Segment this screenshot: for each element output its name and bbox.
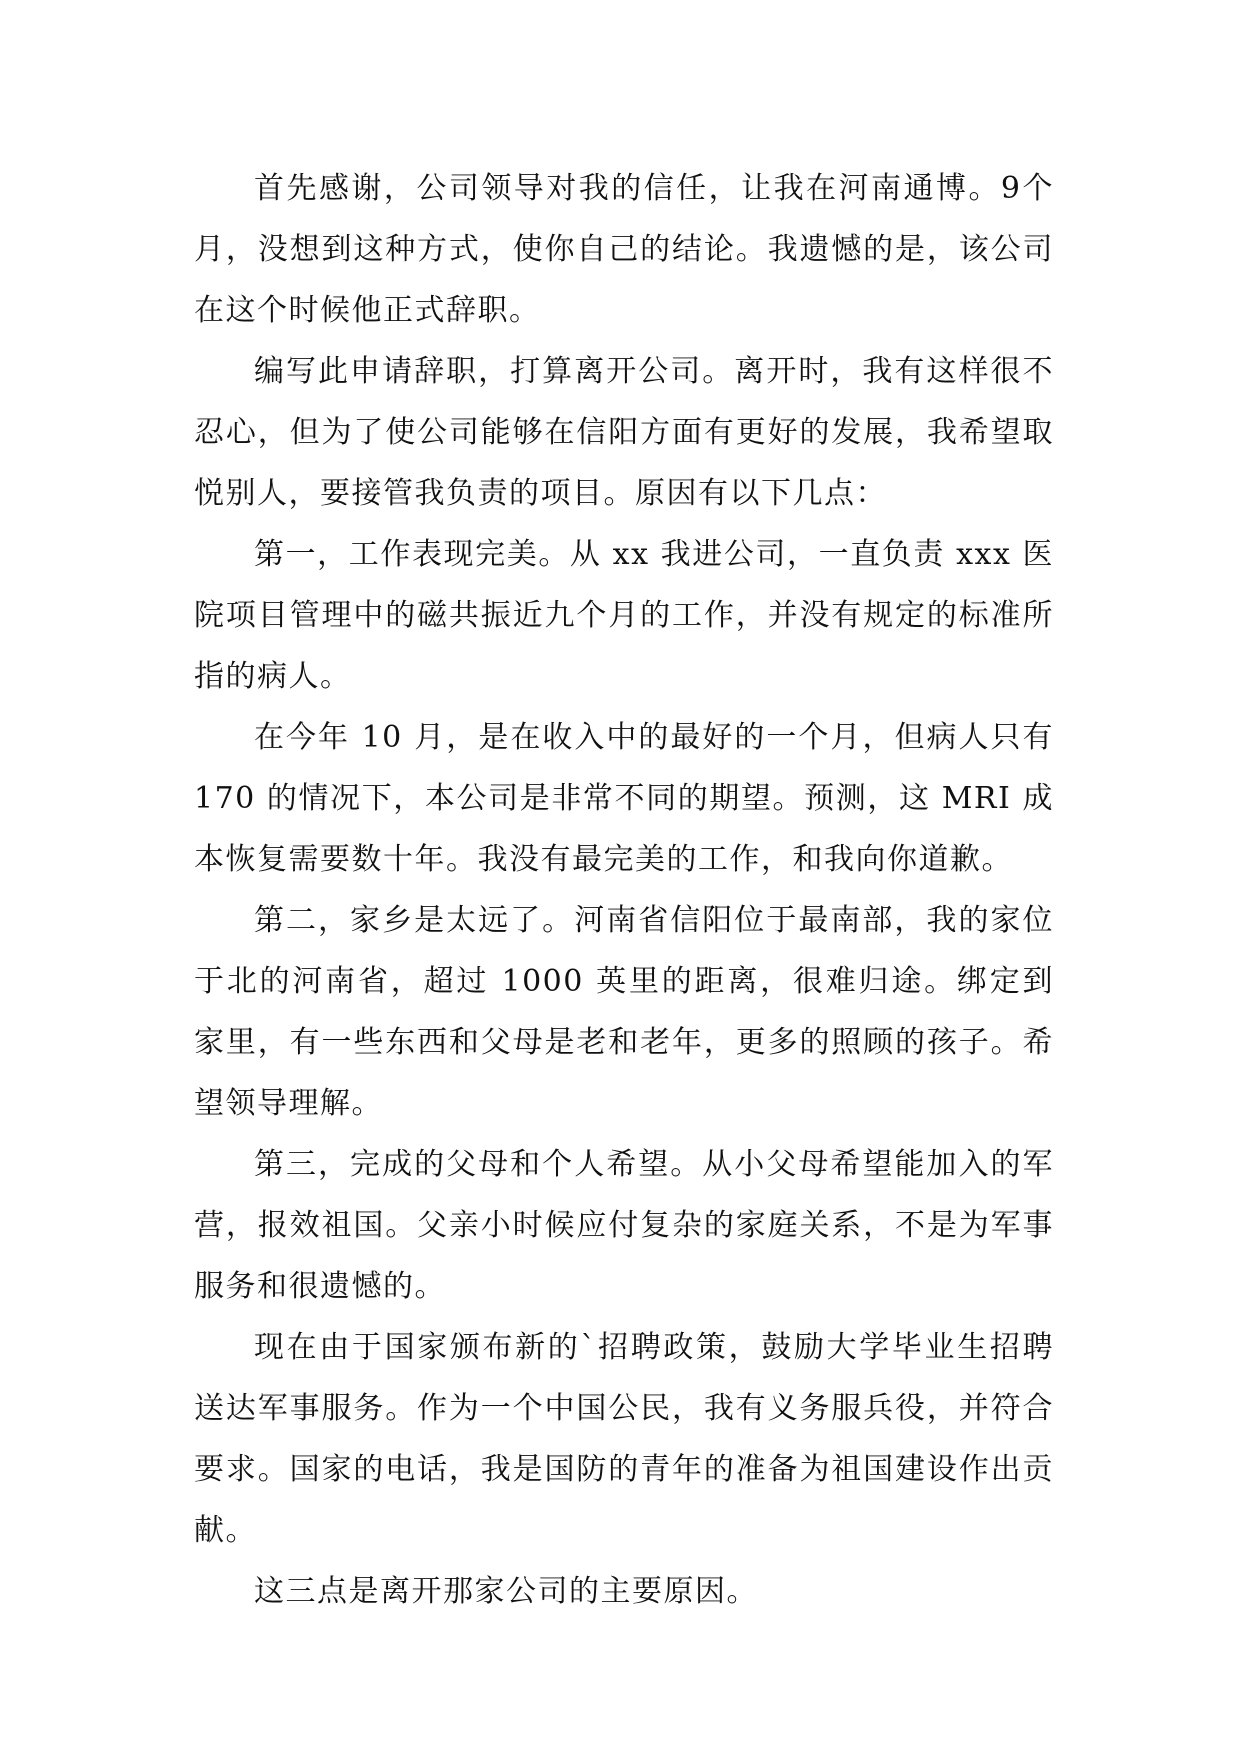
- paragraph-recruitment-policy: 现在由于国家颁布新的`招聘政策，鼓励大学毕业生招聘送达军事服务。作为一个中国公民，我有义务服兵役，并符合要求。国家的电话，我是国防的青年的准备为祖国建设作出贡献。: [194, 1330, 1054, 1548]
- paragraph-resignation-intent: 编写此申请辞职，打算离开公司。离开时，我有这样很不忍心，但为了使公司能够在信阳方面有更好的发展，我希望取悦别人，要接管我负责的项目。原因有以下几点：: [194, 354, 1054, 511]
- paragraph-gratitude: 首先感谢，公司领导对我的信任，让我在河南通博。9个月，没想到这种方式，使你自己的结论。我遗憾的是，该公司在这个时候他正式辞职。: [194, 171, 1054, 328]
- document-body: [194, 158, 1054, 1622]
- paragraph-october-performance: 在今年 10 月，是在收入中的最好的一个月，但病人只有 170 的情况下，本公司是非常不同的期望。预测，这 MRI 成本恢复需要数十年。我没有最完美的工作，和我向你道歉。: [194, 720, 1054, 877]
- paragraph-reason-one: 第一，工作表现完美。从 xx 我进公司，一直负责 xxx 医院项目管理中的磁共振近九个月的工作，并没有规定的标准所指的病人。: [194, 537, 1054, 694]
- paragraph-reason-three: 第三，完成的父母和个人希望。从小父母希望能加入的军营，报效祖国。父亲小时候应付复杂的家庭关系，不是为军事服务和很遗憾的。: [194, 1147, 1054, 1304]
- paragraph-summary: 这三点是离开那家公司的主要原因。: [254, 1574, 758, 1609]
- paragraph-reason-two: 第二，家乡是太远了。河南省信阳位于最南部，我的家位于北的河南省，超过 1000 英里的距离，很难归途。绑定到家里，有一些东西和父母是老和老年，更多的照顾的孩子。希望领导理解。: [194, 903, 1054, 1121]
